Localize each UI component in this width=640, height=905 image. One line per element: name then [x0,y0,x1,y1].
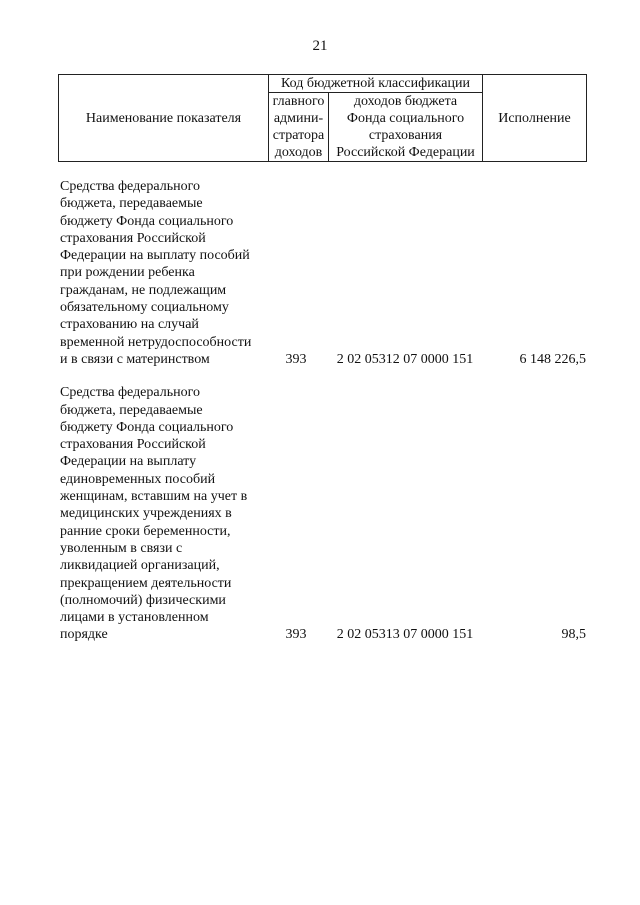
header-code-group: Код бюджетной классификации [269,75,483,93]
table-row [60,178,588,368]
header-name-column: Наименование показателя [59,75,269,162]
row-amount: 6 148 226,5 [519,351,586,367]
header-revenue-column: доходов бюджета Фонда социального страхования Российской Федерации [329,93,483,162]
row-name: Средства федерального бюджета, передаваемые бюджету Фонда социального страхования Российской Федерации на выплату единовременных пособий женщинам, вставшим на учет в медицинских учреждениях в ранние сроки беременности, уволенным в связи с ликвидацией организаций, прекращением деятельности (полномочий) физическими лицами в установленном порядке [60,385,248,643]
row-revenue-code: 2 02 05312 07 0000 151 [336,351,474,367]
table-row [60,384,588,643]
header-admin-column: главного админи- стратора доходов [269,93,329,162]
row-admin-code: 393 [285,351,307,367]
page-number: 21 [312,38,328,54]
row-name: Средства федерального бюджета, передаваемые бюджету Фонда социального страхования Российской Федерации на выплату пособий при рождении ребенка гражданам, не подлежащим обязательному социальному страхованию на случай временной нетрудоспособности и в связи с материнством [60,179,252,367]
row-revenue-code: 2 02 05313 07 0000 151 [336,627,474,643]
row-amount: 98,5 [561,627,586,643]
row-admin-code: 393 [285,627,307,643]
table-body [60,178,588,644]
header-amount-column: Исполнение [483,75,587,162]
table-header [58,74,587,162]
